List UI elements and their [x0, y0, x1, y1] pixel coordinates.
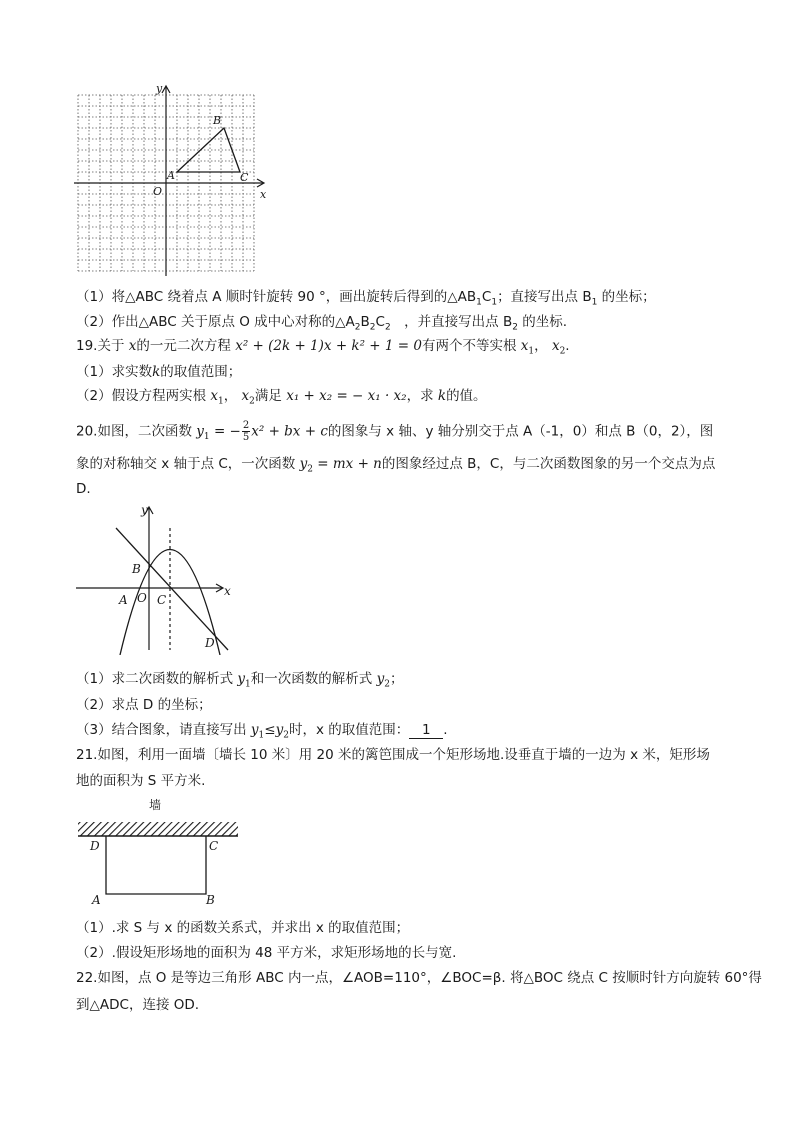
- straight-line-bc: [116, 528, 228, 650]
- origin-label: O: [137, 591, 147, 605]
- point-c-label: C: [240, 171, 249, 184]
- q18-part1: （1）将△ABC 绕着点 A 顺时针旋转 90 °，画出旋转后得到的$\triangle AB_1C_1$；直接写出点 $B_1$ 的坐标；: [76, 289, 656, 308]
- q21-line1: 21.如图，利用一面墙〔墙长 10 米〕用 20 米的篱笆围成一个矩形场地.设垂直于墙的一边为 x 米，矩形场: [76, 747, 710, 763]
- q19-stem: 19.关于 x的一元二次方程 x² + (2k + 1)x + k² + 1 = 0有两个不等实根 $x_1$， $x_2$.: [76, 338, 570, 357]
- point-a-label: A: [92, 893, 101, 907]
- point-b-label: B: [213, 114, 222, 127]
- q22-line1: 22.如图，点 O 是等边三角形 ABC 内一点，∠AOB=110°，∠BOC=β. 将△BOC 绕点 C 按顺时针方向旋转 60°得: [76, 970, 762, 986]
- point-a-label: A: [167, 169, 175, 182]
- q19-part1: （1）求实数k的取值范围；: [76, 364, 242, 380]
- wall-label: 墙: [149, 798, 162, 812]
- q20-part3: （3）结合图象，请直接写出 $y_1\le y_2$时，x 的取值范围： 1 .: [76, 722, 448, 741]
- x-axis-label: x: [260, 188, 267, 201]
- point-d-label: D: [205, 636, 215, 650]
- q20-line2: 象的对称轴交 x 轴于点 C，一次函数 $y_2$ = mx + n的图象经过点 B，C，与二次函数图象的另一个交点为点: [76, 456, 716, 475]
- q22-line2: 到△ADC，连接 OD.: [76, 997, 200, 1013]
- y-axis-label: y: [141, 503, 148, 517]
- q19-part2: （2）假设方程两实根 $x_1$， $x_2$满足 x₁ + x₂ = − x₁ · x₂，求 k的值。: [76, 388, 487, 407]
- q20-part1: （1）求二次函数的解析式 $y_1$和一次函数的解析式 $y_2$；: [76, 671, 404, 690]
- q21-part2: （2）.假设矩形场地的面积为 48 平方米，求矩形场地的长与宽.: [76, 945, 457, 961]
- origin-label: O: [153, 185, 163, 198]
- point-b-label: B: [132, 562, 141, 576]
- q20-line3: D.: [76, 481, 91, 497]
- answer-blank: 1: [409, 723, 443, 739]
- axes: [76, 507, 223, 650]
- point-b-label: B: [206, 893, 215, 907]
- q21-part1: （1）.求 S 与 x 的函数关系式，并求出 x 的取值范围；: [76, 920, 410, 936]
- fraction-two-fifths: $\frac{2}{5}$: [242, 420, 250, 443]
- coordinate-grid-figure: [70, 80, 280, 280]
- point-c-label: C: [157, 593, 167, 607]
- q20-line1: 20.如图，二次函数 $y_1$ = − $\frac{2}{5}$ x² + bx + c的图象与 x 轴、y 轴分别交于点 A（-1，0）和点 B（0，2），图: [76, 420, 714, 443]
- q19-condition-equation: x₁ + x₂ = − x₁ · x₂: [286, 388, 407, 404]
- point-c-label: C: [209, 839, 219, 853]
- q21-line2: 地的面积为 S 平方米.: [76, 773, 206, 789]
- y-axis-label: y: [156, 82, 163, 95]
- wall-hatch: [78, 822, 238, 836]
- x-axis-label: x: [224, 584, 231, 598]
- q18-part2: （2）作出△ABC 关于原点 O 成中心对称的$\triangle A_2B_2C_2$ ，并直接写出点 $B_2$ 的坐标.: [76, 314, 568, 333]
- q20-part2: （2）求点 D 的坐标；: [76, 697, 212, 713]
- point-a-label: A: [119, 593, 128, 607]
- wall-rectangle-figure: [72, 794, 247, 909]
- parabola-line-figure: [72, 500, 252, 655]
- q19-equation: x² + (2k + 1)x + k² + 1 = 0: [235, 338, 422, 354]
- point-d-label: D: [90, 839, 100, 853]
- fence-rectangle: [106, 836, 206, 894]
